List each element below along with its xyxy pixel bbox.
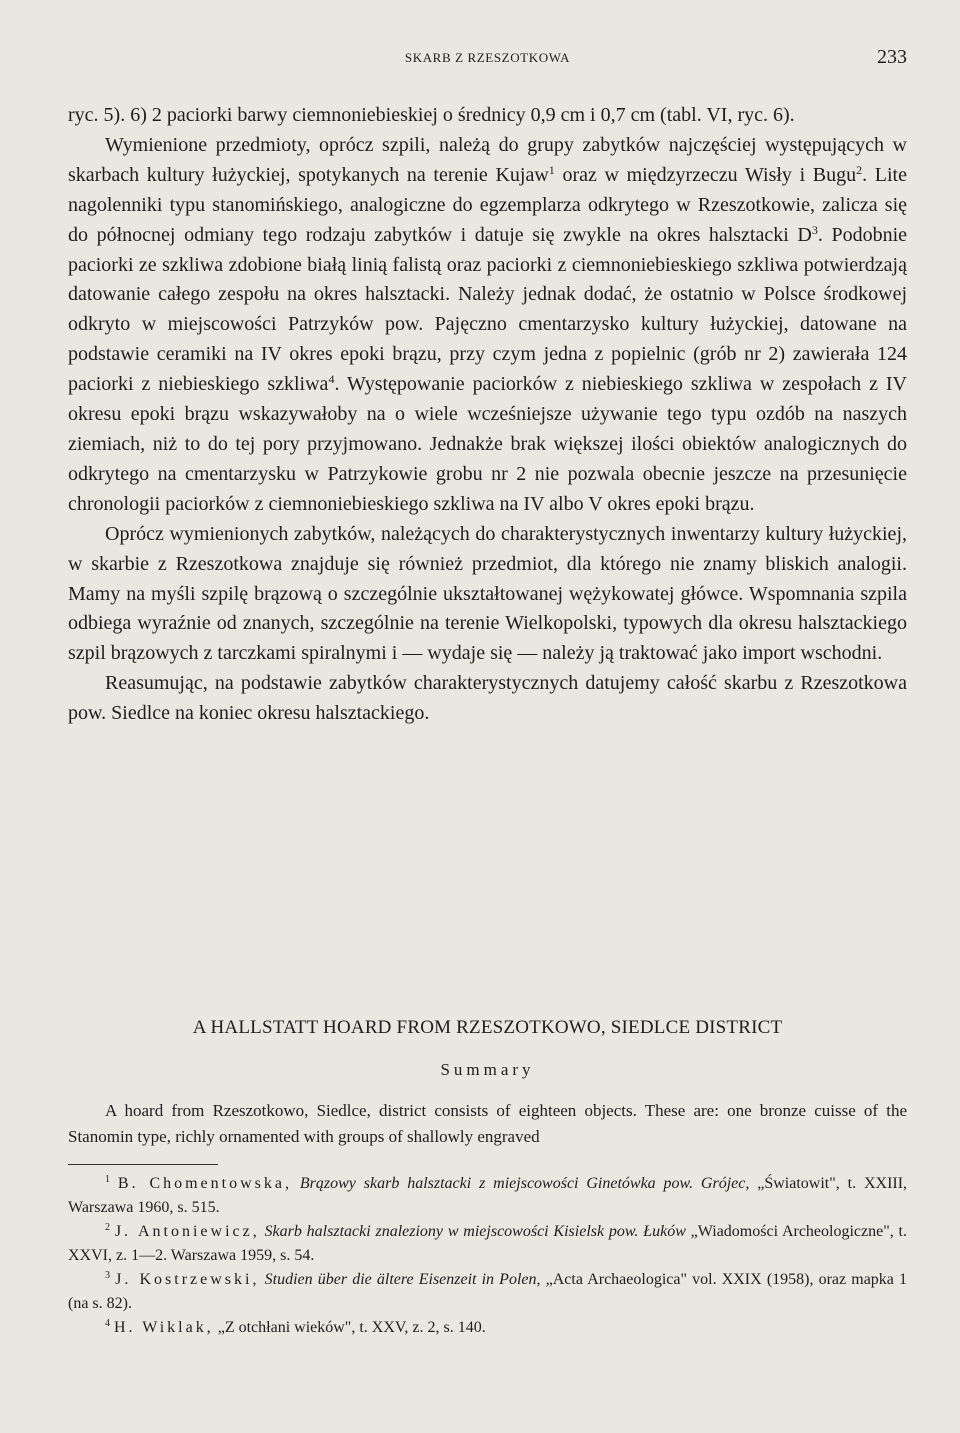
footnote-3 xyxy=(68,1268,907,1316)
paragraph-1: ryc. 5). 6) 2 paciorki barwy ciemnoniebieskiej o średnicy 0,9 cm i 0,7 cm (tabl. VI, ryc. 6). xyxy=(68,104,795,126)
paragraph-2-part-b: oraz w międzyrzeczu Wisły i Bugu xyxy=(554,163,857,186)
summary-text xyxy=(68,1098,907,1150)
summary-subtitle: Summary xyxy=(440,1060,535,1079)
footnote-author: J. Antoniewicz, xyxy=(114,1223,260,1240)
paragraph-2-part-d: . Podobnie paciorki ze szkliwa zdobione białą linią falistą oraz paciorki z ciemnoniebieskiego szkliwa potwierdzają datowanie całego zespołu na okres halsztacki. Należy jednak dodać, że ostatnio w Polsce środkowej odkryto w miejscowości Patrzyków pow. Pajęczno cmentarzysko kultury łużyckiej, datowane na podstawie ceramiki na IV okres epoki brązu, przy czym jedna z popielnic (grób nr 2) zawierała 124 paciorki z niebieskiego szkliwa xyxy=(68,223,908,396)
footnote-source: „Wiadomości Archeologiczne", t. XXVI, z. 1—2. Warszawa 1959, s. 54. xyxy=(68,1223,908,1264)
summary-paragraph: A hoard from Rzeszotkowo, Siedlce, district consists of eighteen objects. These are: one bronze cuisse of the Stanomin type, richly ornamented with groups of shallowly engraved xyxy=(68,1101,907,1146)
footnote-rule xyxy=(68,1164,218,1165)
footnote-author: J. Kostrzewski, xyxy=(115,1271,260,1288)
paragraph-2 xyxy=(68,131,907,520)
paragraph-3: Oprócz wymienionych zabytków, należących do charakterystycznych inwentarzy kultury łużyckiej, w skarbie z Rzeszotkowa znajduje się również przedmiot, dla którego nie znamy bliskich analogii. Mamy na myśli szpilę brązową o szczególnie ukształtowanej wężykowatej główce. Wspomnania szpila odbiega wyraźnie od znanych, szczególnie na terenie Wielkopolski, typowych dla okresu halsztackiego szpil brązowych z tarczkami spiralnymi i — wydaje się — należy ją traktować jako import wschodni. xyxy=(68,522,907,665)
footnote-source: „Z otchłani wieków", t. XXV, z. 2, s. 140. xyxy=(213,1319,486,1336)
paragraph-2-part-e: . Występowanie paciorków z niebieskiego szkliwa w zespołach z IV okresu epoki brązu wskazywałoby na o wiele wcześniejsze używanie tego typu ozdób na naszych ziemiach, niż to do tej pory przyjmowano. Jednakże brak większej ilości obiektów analogicznych do odkrytego na cmentarzysku w Patrzykowie grobu nr 2 nie pozwala obecnie jeszcze na przesunięcie chronologii paciorków z ciemnoniebieskiego szkliwa na IV albo V okres epoki brązu. xyxy=(68,373,907,515)
footnote-1 xyxy=(68,1172,907,1220)
footnote-ref-3[interactable]: 3 xyxy=(811,222,818,237)
footnotes xyxy=(68,1172,907,1340)
summary-title: A HALLSTATT HOARD FROM RZESZOTKOWO, SIEDLCE DISTRICT xyxy=(192,1017,783,1038)
footnote-author: B. Chomentowska, xyxy=(117,1175,292,1192)
footnote-ref-1[interactable]: 1 xyxy=(548,162,555,177)
footnote-2 xyxy=(68,1220,907,1268)
footnote-ref-2[interactable]: 2 xyxy=(856,162,863,177)
footnote-title: Brązowy skarb halsztacki z miejscowości Ginetówka pow. Grójec, xyxy=(299,1175,750,1192)
footnote-number: 4 xyxy=(105,1318,110,1329)
body-text xyxy=(68,101,907,729)
paragraph-2-part-c: . Lite nagolenniki typu stanomińskiego, analogiczne do egzemplarza odkrytego w Rzeszotkowie, zalicza się do północnej odmiany tego rodzaju zabytków i datuje się zwykle na okres halsztacki D xyxy=(68,163,907,246)
footnote-author: H. Wiklak, xyxy=(114,1319,214,1336)
footnote-title: Studien über die ältere Eisenzeit in Polen, xyxy=(264,1271,541,1288)
footnote-source: „Acta Archaeologica" vol. XXIX (1958), oraz mapka 1 (na s. 82). xyxy=(68,1271,908,1312)
footnote-source: „Światowit", t. XXIII, Warszawa 1960, s. 515. xyxy=(68,1175,908,1216)
running-head xyxy=(68,46,907,70)
footnote-title: Skarb halsztacki znaleziony w miejscowości Kisielsk pow. Łuków xyxy=(264,1223,686,1240)
footnote-ref-4[interactable]: 4 xyxy=(328,372,335,387)
page-number: 233 xyxy=(877,46,907,68)
footnote-4 xyxy=(68,1316,907,1340)
running-title: SKARB Z RZESZOTKOWA xyxy=(404,50,571,65)
footnote-number: 2 xyxy=(105,1222,110,1233)
footnote-number: 3 xyxy=(105,1270,110,1281)
paragraph-2-part-a: Wymienione przedmioty, oprócz szpili, należą do grupy zabytków najczęściej występujących w skarbach kultury łużyckiej, spotykanych na terenie Kujaw xyxy=(68,133,907,186)
footnote-number: 1 xyxy=(105,1174,110,1185)
paragraph-4: Reasumując, na podstawie zabytków charakterystycznych datujemy całość skarbu z Rzeszotkowa pow. Siedlce na koniec okresu halsztackiego. xyxy=(68,672,907,725)
